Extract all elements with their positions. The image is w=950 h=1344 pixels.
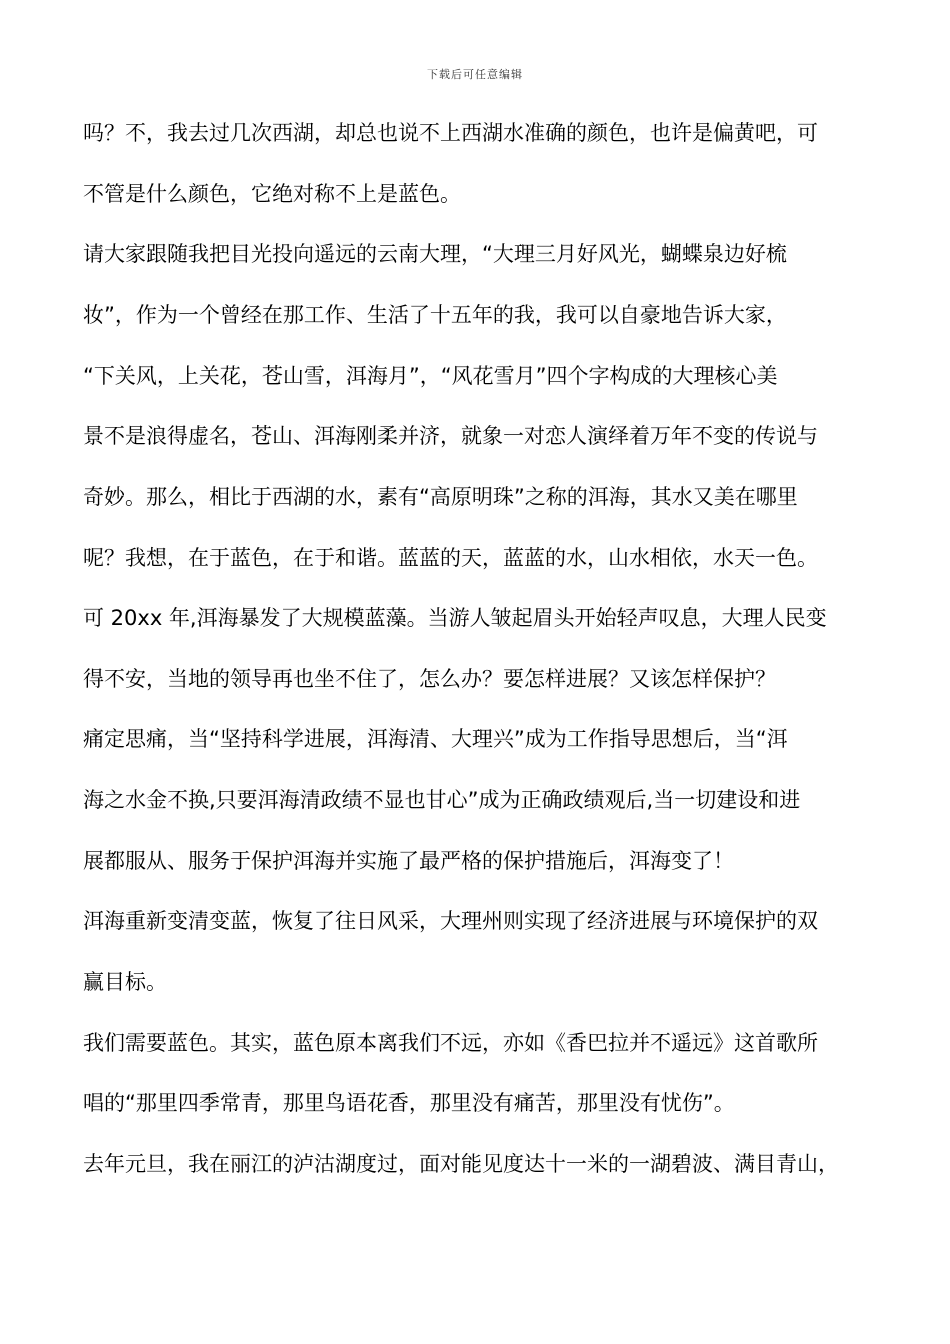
text-line: 展都服从、服务于保护洱海并实施了最严格的保护措施后，洱海变了！ (83, 849, 734, 873)
text-line: 海之水金不换,只要洱海清政绩不显也甘心”成为正确政绩观后,当一切建设和进 (83, 788, 801, 812)
text-line: 请大家跟随我把目光投向遥远的云南大理，“大理三月好风光，蝴蝶泉边好梳 (83, 242, 787, 266)
text-line: 呢？我想，在于蓝色，在于和谐。蓝蓝的天，蓝蓝的水，山水相依，水天一色。 (83, 546, 818, 570)
text-line: 奇妙。那么，相比于西湖的水，素有“高原明珠”之称的洱海，其水又美在哪里 (83, 485, 798, 509)
text-line: 唱的“那里四季常青，那里鸟语花香，那里没有痛苦，那里没有忧伤”。 (83, 1091, 735, 1115)
text-line: 去年元旦，我在丽江的泸沽湖度过，面对能见度达十一米的一湖碧波、满目青山， (83, 1152, 839, 1176)
text-line: 我们需要蓝色。其实，蓝色原本离我们不远，亦如《香巴拉并不遥远》这首歌所 (83, 1031, 818, 1055)
text-line: 妆”，作为一个曾经在那工作、生活了十五年的我，我可以自豪地告诉大家， (83, 303, 787, 327)
text-line: “下关风，上关花，苍山雪，洱海月”，“风花雪月”四个字构成的大理核心美 (83, 364, 778, 388)
text-line: 可 20xx 年,洱海暴发了大规模蓝藻。当游人皱起眉头开始轻声叹息，大理人民变 (83, 606, 827, 630)
header-note: 下载后可任意编辑 (427, 68, 523, 81)
text-line: 不管是什么颜色，它绝对称不上是蓝色。 (83, 182, 461, 206)
text-line: 吗？不，我去过几次西湖，却总也说不上西湖水准确的颜色，也许是偏黄吧，可 (83, 121, 818, 145)
text-line: 痛定思痛，当“坚持科学进展，洱海清、大理兴”成为工作指导思想后，当“洱 (83, 727, 788, 751)
text-line: 洱海重新变清变蓝，恢复了往日风采，大理州则实现了经济进展与环境保护的双 (83, 909, 818, 933)
text-line: 景不是浪得虚名，苍山、洱海刚柔并济，就象一对恋人演绎着万年不变的传说与 (83, 424, 818, 448)
text-line: 赢目标。 (83, 970, 167, 994)
body-text (83, 118, 873, 1179)
text-line: 得不安，当地的领导再也坐不住了，怎么办？要怎样进展？又该怎样保护？ (83, 667, 776, 691)
